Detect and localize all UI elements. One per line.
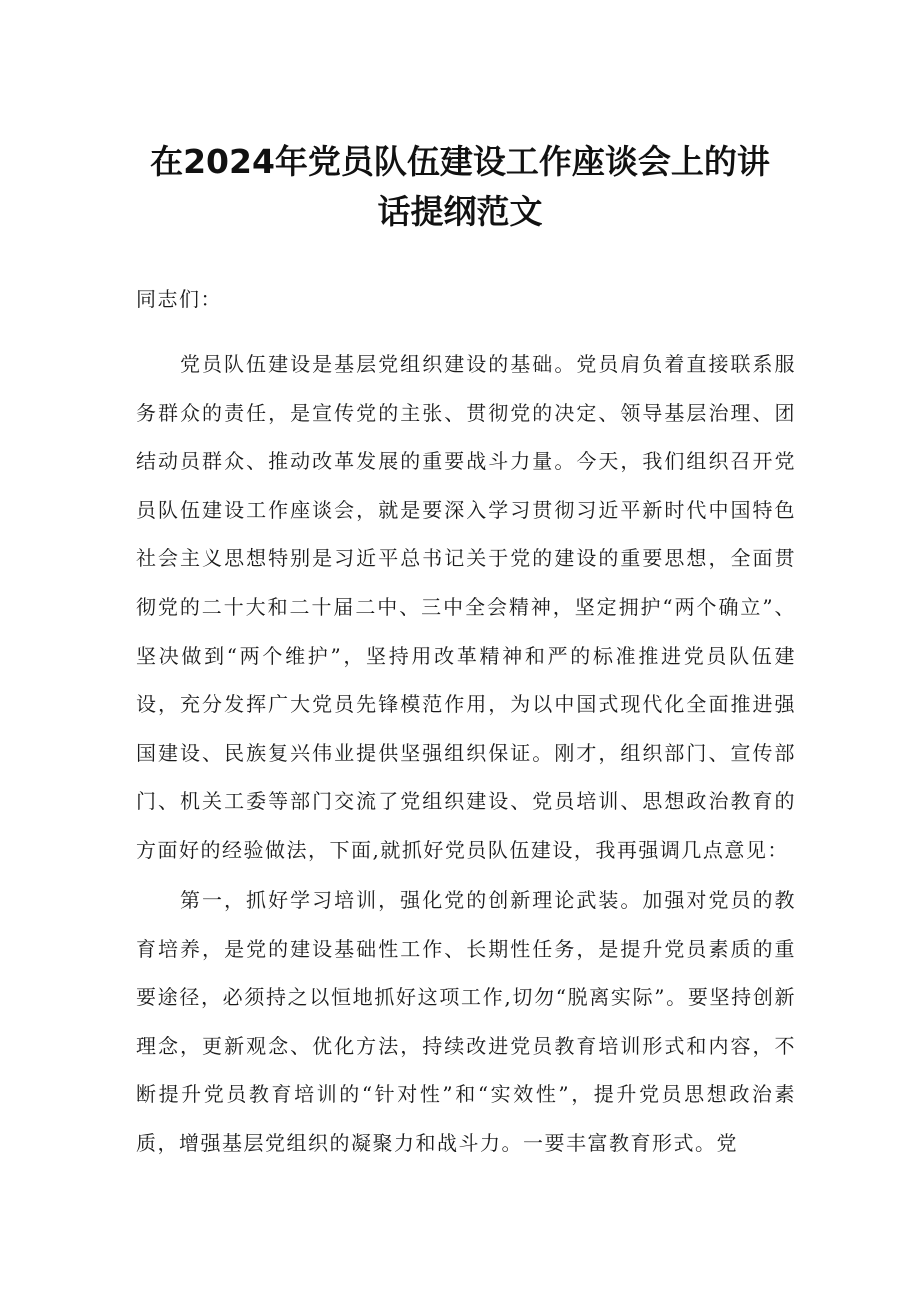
paragraph-first-point: 第一，抓好学习培训，强化党的创新理论武装。加强对党员的教育培养，是党的建设基础性工作、长期性任务，是提升党员素质的重要途径，必须持之以恒地抓好这项工作,切勿“脱离实际”。要坚持创新理念，更新观念、优化方法，持续改进党员教育培训形式和内容，不断提升党员教育培训的“针对性”和“实效性”，提升党员思想政治素质，增强基层党组织的凝聚力和战斗力。一要丰富教育形式。党 (136, 888, 796, 1155)
document-title-line-2: 话提纲范文 (377, 192, 543, 231)
document-title-line-1: 在2024年党员队伍建设工作座谈会上的讲 (150, 142, 770, 181)
paragraph-intro: 党员队伍建设是基层党组织建设的基础。党员肩负着直接联系服务群众的责任，是宣传党的主张、贯彻党的决定、领导基层治理、团结动员群众、推动改革发展的重要战斗力量。今天，我们组织召开党员队伍建设工作座谈会，就是要深入学习贯彻习近平新时代中国特色社会主义思想特别是习近平总书记关于党的建设的重要思想，全面贯彻党的二十大和二十届二中、三中全会精神，坚定拥护“两个确立”、坚决做到“两个维护”，坚持用改革精神和严的标准推进党员队伍建设，充分发挥广大党员先锋模范作用，为以中国式现代化全面推进强国建设、民族复兴伟业提供坚强组织保证。刚才，组织部门、宣传部门、机关工委等部门交流了党组织建设、党员培训、思想政治教育的方面好的经验做法，下面,就抓好党员队伍建设，我再强调几点意见： (136, 352, 796, 862)
salutation: 同志们： (136, 287, 222, 311)
